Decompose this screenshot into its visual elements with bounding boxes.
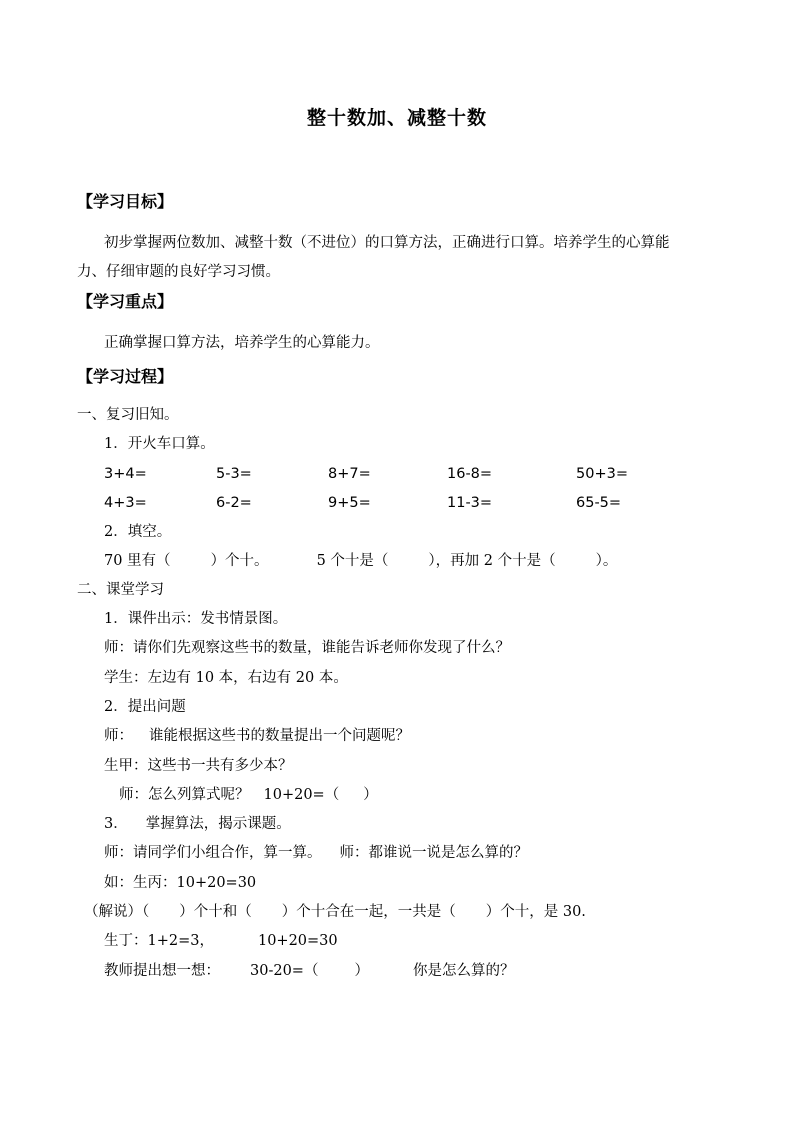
oral-calc-cell: 4+3= bbox=[104, 495, 147, 511]
oral-calc-cell: 11-3= bbox=[447, 495, 493, 511]
goals-text-line2: 力、仔细审题的良好学习习惯。 bbox=[77, 264, 280, 280]
key-text: 正确掌握口算方法，培养学生的心算能力。 bbox=[104, 335, 380, 351]
oral-calc-cell: 9+5= bbox=[328, 495, 371, 511]
document-title: 整十数加、减整十数 bbox=[306, 107, 487, 129]
review-title: 一、复习旧知。 bbox=[77, 407, 179, 423]
key-heading: 【学习重点】 bbox=[77, 292, 174, 311]
classroom-line: 学生：左边有 10 本，右边有 20 本。 bbox=[104, 670, 348, 686]
line-text: ）个十合在一起，一共是（ bbox=[281, 904, 456, 920]
line-text: 谁能根据这些书的数量提出一个问题呢？ bbox=[149, 728, 410, 744]
line-text: 10+20=30 bbox=[257, 933, 338, 949]
classroom-line: 如：生丙：10+20=30 bbox=[104, 875, 257, 891]
classroom-line bbox=[104, 961, 514, 981]
oral-calc-cell: 5-3= bbox=[216, 466, 252, 482]
classroom-line: 师：请你们先观察这些书的数量，谁能告诉老师你发现了什么？ bbox=[104, 640, 510, 656]
oral-calc-cell: 50+3= bbox=[576, 466, 628, 482]
goals-text-line1: 初步掌握两位数加、减整十数（不进位）的口算方法，正确进行口算。培养学生的心算能 bbox=[104, 235, 670, 251]
line-text: 师：都谁说一说是怎么算的？ bbox=[339, 845, 528, 861]
classroom-line: 生甲：这些书一共有多少本？ bbox=[104, 758, 293, 774]
classroom-line bbox=[104, 814, 291, 834]
line-text: 你是怎么算的？ bbox=[412, 963, 515, 979]
classroom-line bbox=[104, 931, 338, 951]
line-text: 师：怎么列算式呢？ bbox=[119, 787, 250, 803]
classroom-title: 二、课堂学习 bbox=[77, 582, 164, 598]
oral-calc-cell: 6-2= bbox=[216, 495, 252, 511]
line-text: 3． bbox=[104, 816, 128, 832]
fill-blank-line bbox=[104, 551, 617, 571]
fill-text: 70 里有（ bbox=[104, 553, 171, 569]
classroom-line bbox=[104, 726, 410, 746]
classroom-line bbox=[84, 902, 586, 922]
oral-calc-cell: 65-5= bbox=[576, 495, 622, 511]
line-text: ）个十和（ bbox=[179, 904, 252, 920]
classroom-line: 2．提出问题 bbox=[104, 699, 186, 715]
line-text: 10+20=（ bbox=[263, 787, 340, 803]
process-heading: 【学习过程】 bbox=[77, 367, 174, 386]
classroom-line bbox=[104, 843, 528, 863]
speaker-label: 师： bbox=[104, 728, 133, 744]
oral-calc-cell: 16-8= bbox=[447, 466, 493, 482]
fill-text: ）。 bbox=[595, 553, 618, 569]
fill-text: ）个十。 bbox=[210, 553, 269, 569]
line-text: ） bbox=[354, 963, 369, 979]
fill-text: 5 个十是（ bbox=[316, 553, 389, 569]
review-item1: 1．开火车口算。 bbox=[104, 436, 215, 452]
line-text: ）个十，是 30. bbox=[485, 904, 586, 920]
goals-heading: 【学习目标】 bbox=[77, 192, 174, 211]
line-text: （解说）（ bbox=[84, 904, 150, 920]
line-text: 师：请同学们小组合作，算一算。 bbox=[104, 845, 322, 861]
line-text: 30-20=（ bbox=[250, 963, 319, 979]
classroom-line bbox=[119, 785, 378, 805]
fill-text: ），再加 2 个十是（ bbox=[428, 553, 556, 569]
line-text: 生丁：1+2=3， bbox=[104, 933, 214, 949]
line-text: ） bbox=[363, 787, 378, 803]
review-item2: 2．填空。 bbox=[104, 524, 172, 540]
oral-calc-cell: 8+7= bbox=[328, 466, 371, 482]
line-text: 掌握算法，揭示课题。 bbox=[145, 816, 291, 832]
oral-calc-cell: 3+4= bbox=[104, 466, 147, 482]
classroom-line: 1．课件出示：发书情景图。 bbox=[104, 611, 288, 627]
line-text: 教师提出想一想： bbox=[104, 963, 220, 979]
